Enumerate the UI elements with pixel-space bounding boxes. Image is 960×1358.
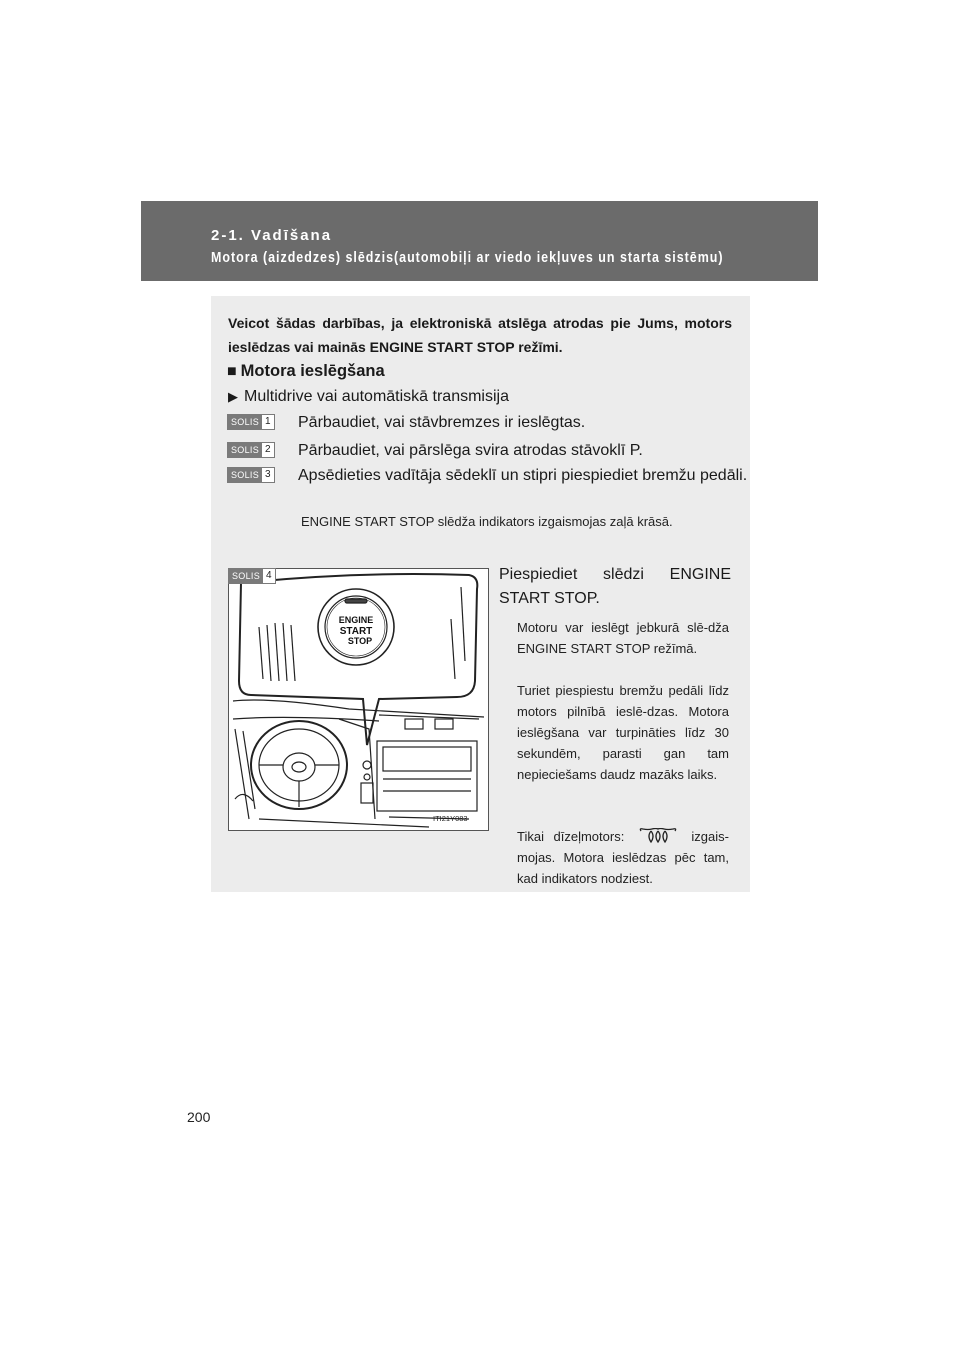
glow-plug-indicator-icon [638, 828, 678, 844]
step-badge-label: SOLIS [228, 468, 262, 482]
note-hold-brake: Turiet piespiestu bremžu pedāli līdz motors pilnībā ieslē-dzas. Motora ieslēgšana var turpināties līdz 30 sekundēm, parasti gan tam nepieciešams daudz mazāks laiks. [517, 683, 729, 782]
step-4-text [499, 563, 731, 611]
step-text: Apsēdieties vadītāja sēdeklī un stipri piespiediet bremžu pedāli. [298, 467, 748, 484]
step-text: Pārbaudiet, vai stāvbremzes ir ieslēgtas. [298, 414, 586, 431]
step3-note: ENGINE START STOP slēdža indikators izgaismojas zaļā krāsā. [301, 514, 673, 529]
step-badge [227, 467, 275, 483]
step-badge-label: SOLIS [228, 443, 262, 457]
step-text: Pārbaudiet, vai pārslēga svira atrodas stāvoklī P. [298, 442, 643, 459]
step-badge [227, 442, 275, 458]
header-band [141, 201, 818, 281]
transmission-bullet [228, 388, 509, 406]
note-diesel [517, 826, 729, 889]
button-label-stop: STOP [347, 636, 373, 646]
step-badge-label: SOLIS [228, 415, 262, 429]
step-4-text-line2: START STOP. [499, 590, 600, 607]
step-badge-label: SOLIS [229, 569, 263, 583]
step-badge [227, 414, 275, 430]
content-box [211, 296, 750, 892]
step-badge-number: 2 [262, 443, 274, 457]
engine-start-button-illustration [228, 568, 489, 831]
intro-text: Veicot šādas darbības, ja elektroniskā atslēga atrodas pie Jums, motors ieslēdzas vai mainās ENGINE START STOP režīmi. [228, 315, 732, 355]
square-bullet-icon: ■ [227, 363, 237, 380]
step-badge-number: 4 [263, 569, 275, 583]
section-title: Motora (aizdedzes) slēdzis(automobiļi ar viedo iekļuves un starta sistēmu) [211, 250, 724, 266]
triangle-right-icon: ▶ [228, 389, 238, 404]
step-4-text-line1: Piespiediet slēdzi ENGINE [499, 566, 731, 583]
subheading [227, 362, 385, 381]
page-number: 200 [187, 1109, 211, 1125]
bullet-text: Multidrive vai automātiskā transmisija [244, 388, 509, 405]
diesel-note-after: izgais-mojas. Motora ieslēdzas pēc tam, kad indikators nodziest. [517, 829, 729, 886]
illustration-code: ITI21Y083 [433, 814, 468, 823]
section-label: 2-1. Vadīšana [211, 227, 333, 244]
diesel-note-before: Tikai dīzeļmotors: [517, 829, 625, 844]
button-label-engine: ENGINE [338, 615, 374, 625]
subheading-text: Motora ieslēgšana [240, 362, 385, 380]
button-label-start: START [339, 626, 373, 637]
step-badge-number: 1 [262, 415, 274, 429]
note-any-mode: Motoru var ieslēgt jebkurā slē-dža ENGINE START STOP režīmā. [517, 620, 729, 656]
step-badge-number: 3 [262, 468, 274, 482]
dashboard-drawing [229, 569, 488, 830]
step-badge [228, 568, 276, 584]
